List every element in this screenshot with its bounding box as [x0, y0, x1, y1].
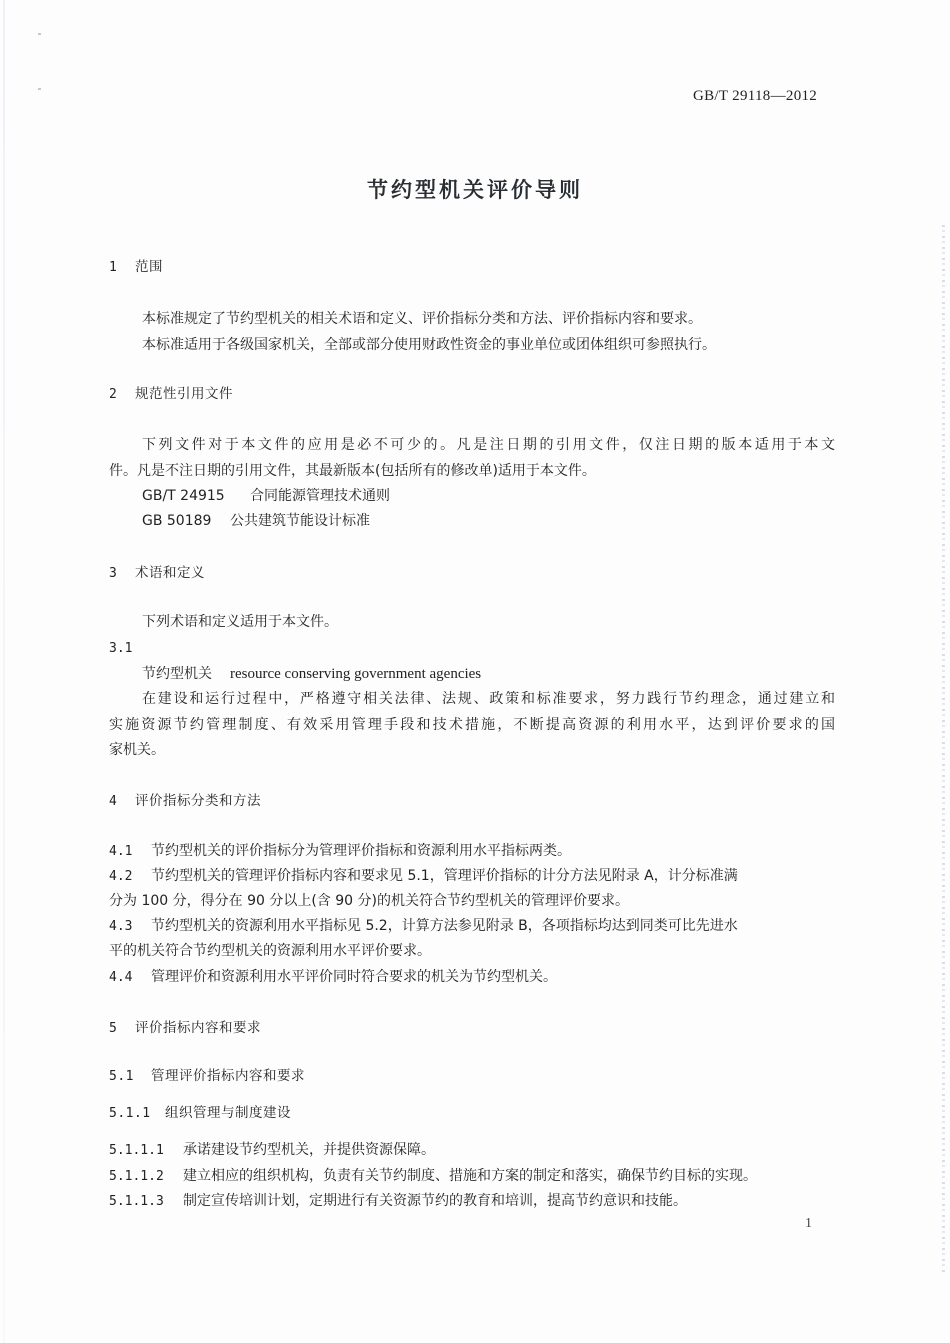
clause-number: 4.4 [109, 970, 133, 985]
subsection-heading-5-1-1 [109, 1103, 291, 1124]
clause-number: 4.2 [109, 869, 133, 884]
clause-4-4 [109, 967, 557, 988]
clause-number: 5.1.1.1 [109, 1143, 164, 1158]
clause-4-3 [109, 916, 835, 937]
paragraph: 下列文件对于本文件的应用是必不可少的。凡是注日期的引用文件，仅注日期的版本适用于本文 [142, 437, 835, 453]
clause-text: 节约型机关的评价指标分为管理评价指标和资源利用水平指标两类。 [151, 843, 571, 859]
reference-name: 合同能源管理技术通则 [250, 488, 390, 504]
term-english: resource conserving government agencies [230, 666, 482, 682]
section-number: 2 [109, 387, 118, 402]
clause-number: 5.1.1.3 [109, 1194, 164, 1209]
section-title: 评价指标内容和要求 [135, 1020, 261, 1036]
section-number: 5 [109, 1021, 118, 1036]
clause-text-continued: 平的机关符合节约型机关的资源利用水平评价要求。 [109, 943, 431, 959]
standard-code: GB/T 29118—2012 [693, 88, 818, 104]
section-number: 3 [109, 566, 118, 581]
page-number: 1 [805, 1216, 812, 1231]
section-heading-1 [109, 257, 163, 278]
paragraph: 下列术语和定义适用于本文件。 [142, 614, 338, 630]
scan-speck [38, 88, 41, 90]
reference-item [142, 511, 370, 531]
section-heading-5 [109, 1018, 261, 1039]
clause-text-continued: 分为 100 分，得分在 90 分以上(含 90 分)的机关符合节约型机关的管理评价要求。 [109, 893, 629, 909]
section-title: 评价指标分类和方法 [135, 793, 261, 809]
section-heading-4 [109, 791, 261, 812]
paragraph: 本标准规定了节约型机关的相关术语和定义、评价指标分类和方法、评价指标内容和要求。 [142, 311, 702, 327]
clause-text: 承诺建设节约型机关，并提供资源保障。 [183, 1142, 435, 1158]
section-title: 范围 [135, 259, 163, 275]
section-title: 术语和定义 [135, 565, 205, 581]
clause-text: 节约型机关的管理评价指标内容和要求见 5.1，管理评价指标的计分方法见附录 A，计分标准满 [151, 868, 738, 884]
subsection-number: 5.1.1 [109, 1106, 151, 1121]
term-chinese: 节约型机关 [142, 666, 212, 682]
section-heading-2 [109, 384, 233, 405]
reference-item [142, 486, 390, 506]
term-definition-continued: 实施资源节约管理制度、有效采用管理手段和技术措施，不断提高资源的利用水平，达到评价要求的国 [109, 717, 835, 733]
term-definition: 在建设和运行过程中，严格遵守相关法律、法规、政策和标准要求，努力践行节约理念，通过建立和 [142, 691, 835, 707]
clause-number: 4.3 [109, 919, 133, 934]
clause-text: 建立相应的组织机构，负责有关节约制度、措施和方案的制定和落实，确保节约目标的实现。 [183, 1168, 757, 1184]
clause-5-1-1-3 [109, 1191, 687, 1212]
clause-number: 5.1.1.2 [109, 1169, 164, 1184]
clause-number: 4.1 [109, 844, 133, 859]
clause-5-1-1-2 [109, 1166, 757, 1187]
clause-text: 管理评价和资源利用水平评价同时符合要求的机关为节约型机关。 [151, 969, 557, 985]
scan-speck [38, 33, 41, 35]
reference-name: 公共建筑节能设计标准 [230, 513, 370, 529]
clause-4-1 [109, 841, 571, 862]
subsection-number: 5.1 [109, 1069, 134, 1084]
section-heading-3 [109, 563, 205, 584]
term-definition-continued: 家机关。 [109, 742, 165, 758]
reference-code: GB 50189 [142, 513, 212, 529]
clause-5-1-1-1 [109, 1140, 435, 1161]
paragraph: 本标准适用于各级国家机关，全部或部分使用财政性资金的事业单位或团体组织可参照执行。 [142, 337, 716, 353]
section-number: 4 [109, 794, 118, 809]
paragraph-continued: 件。凡是不注日期的引用文件，其最新版本(包括所有的修改单)适用于本文件。 [109, 463, 596, 479]
clause-text: 节约型机关的资源利用水平指标见 5.2，计算方法参见附录 B，各项指标均达到同类可比先进水 [151, 918, 738, 934]
reference-code: GB/T 24915 [142, 488, 225, 504]
clause-4-2 [109, 866, 835, 887]
section-number: 1 [109, 260, 118, 275]
section-title: 规范性引用文件 [135, 386, 233, 402]
subsection-title: 管理评价指标内容和要求 [151, 1068, 305, 1084]
scan-edge-right [942, 225, 945, 1275]
term-number: 3.1 [109, 641, 133, 656]
clause-text: 制定宣传培训计划，定期进行有关资源节约的教育和培训，提高节约意识和技能。 [183, 1193, 687, 1209]
subsection-heading-5-1 [109, 1066, 305, 1087]
document-title: 节约型机关评价导则 [367, 178, 583, 202]
term-entry [142, 664, 481, 684]
subsection-title: 组织管理与制度建设 [165, 1105, 291, 1121]
